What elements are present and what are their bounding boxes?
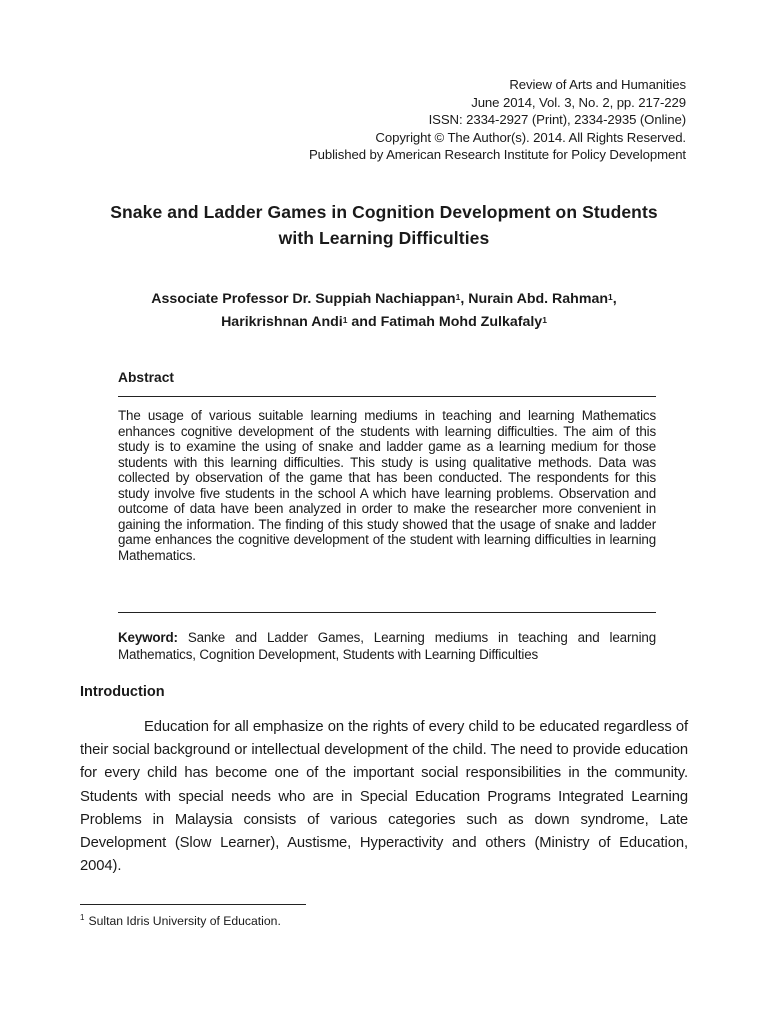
author-line-2 bbox=[80, 311, 688, 334]
introduction-paragraph: Education for all emphasize on the rights of every child to be educated regardless of their social background or intellectual development of the child. The need to provide education for every child has become one of the important social responsibilities in the community. Students with special needs who are in Special Education Programs Integrated Learning Problems in Malaysia consists of various categories such as down syndrome, Late Development (Slow Learner), Austisme, Hyperactivity and others (Ministry of Education, 2004). bbox=[80, 719, 688, 875]
keywords-text: Sanke and Ladder Games, Learning mediums in teaching and learning Mathematics, Cognition Development, Students with Learning Difficulties bbox=[118, 630, 656, 662]
abstract-text: The usage of various suitable learning mediums in teaching and learning Mathematics enhances cognitive development of the students with learning difficulties. The aim of this study is to examine the using of snake and ladder game as a learning medium for those students with this learning difficulties. This study is using qualitative methods. Data was collected by observation of the game that has been conducted. The respondents for this study involve five students in the school A which have learning problems. Observation and outcome of data have been analyzed in order to make the researcher more convenient in gaining the information. The finding of this study showed that the usage of snake and ladder game enhances the cognitive development of the student with learning difficulties in learning Mathematics. bbox=[118, 408, 656, 563]
affiliation-marker: 1 bbox=[455, 292, 461, 302]
issn-info: ISSN: 2334-2927 (Print), 2334-2935 (Online) bbox=[428, 112, 686, 128]
author-name: Harikrishnan Andi bbox=[221, 314, 343, 330]
publisher-info: Published by American Research Institute for Policy Development bbox=[308, 147, 686, 163]
footnote-text: Sultan Idris University of Education. bbox=[88, 914, 281, 928]
abstract-top-rule bbox=[118, 396, 656, 397]
footnote-rule bbox=[80, 904, 306, 905]
issue-info: June 2014, Vol. 3, No. 2, pp. 217-229 bbox=[471, 94, 686, 110]
author-separator: , bbox=[460, 291, 469, 307]
keywords bbox=[118, 629, 656, 663]
author-name: Nurain Abd. Rahman bbox=[468, 291, 609, 307]
journal-name: Review of Arts and Humanities bbox=[509, 77, 686, 92]
author-line-1 bbox=[80, 288, 688, 311]
affiliation-marker: 1 bbox=[542, 315, 547, 325]
introduction-heading: Introduction bbox=[80, 684, 165, 700]
author-name: Associate Professor Dr. Suppiah Nachiappan bbox=[151, 291, 456, 307]
keywords-label: Keyword: bbox=[118, 630, 178, 645]
journal-header bbox=[309, 76, 686, 164]
affiliation-marker: 1 bbox=[342, 315, 348, 325]
footnote-marker: 1 bbox=[80, 913, 85, 922]
copyright-notice: Copyright © The Author(s). 2014. All Rights Reserved. bbox=[375, 129, 686, 145]
author-list bbox=[80, 288, 688, 334]
author-name: Fatimah Mohd Zulkafaly bbox=[380, 314, 543, 330]
paper-title bbox=[80, 200, 688, 251]
author-conjunction: and bbox=[347, 314, 381, 330]
footnote bbox=[80, 914, 281, 928]
title-line-1: Snake and Ladder Games in Cognition Development on Students bbox=[110, 202, 658, 222]
title-line-2: with Learning Difficulties bbox=[278, 227, 490, 248]
affiliation-marker: 1 bbox=[608, 292, 613, 302]
abstract-heading: Abstract bbox=[118, 370, 174, 385]
author-separator: , bbox=[612, 291, 617, 307]
abstract-bottom-rule bbox=[118, 612, 656, 613]
